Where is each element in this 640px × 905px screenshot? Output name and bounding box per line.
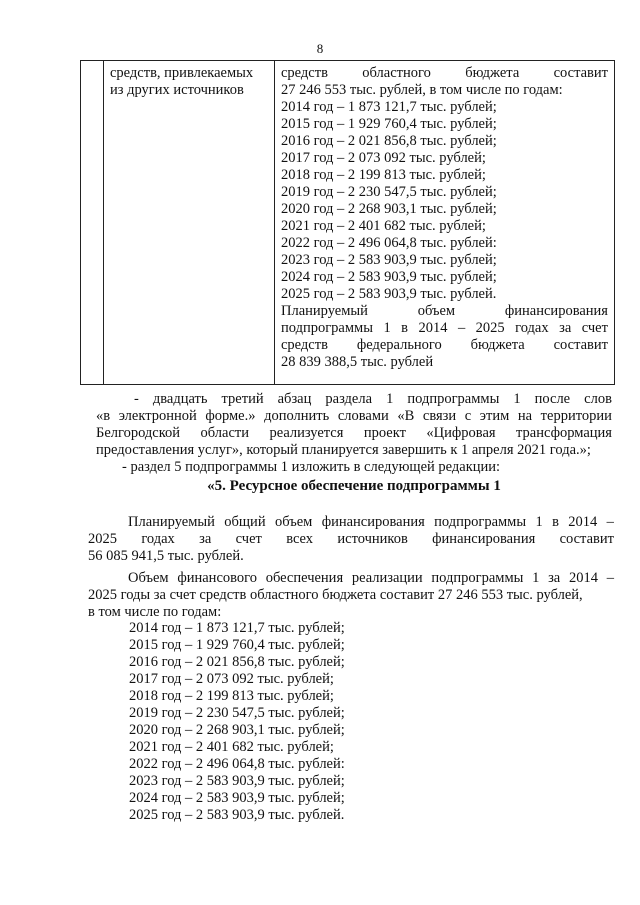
section-heading: «5. Ресурсное обеспечение подпрограммы 1 — [207, 478, 501, 494]
funding-table — [80, 60, 615, 385]
para-line: 2025 годы за счет средств областного бюджета составит 27 246 553 тыс. рублей, — [88, 587, 583, 603]
label-line: из других источников — [110, 82, 244, 98]
label-line: средств, привлекаемых — [110, 65, 254, 81]
year-item: 2015 год – 1 929 760,4 тыс. рублей; — [129, 637, 345, 653]
year-list — [281, 99, 608, 303]
year-list-body — [129, 620, 529, 824]
para-line: Белгородской области реализуется проект «Цифровая трансформация — [96, 425, 612, 441]
year-item: 2016 год – 2 021 856,8 тыс. рублей; — [281, 133, 497, 149]
year-item: 2022 год – 2 496 064,8 тыс. рублей: — [281, 235, 497, 251]
year-item: 2014 год – 1 873 121,7 тыс. рублей; — [129, 620, 345, 636]
funding-volume-paragraph — [88, 570, 614, 621]
table-cell-content — [275, 61, 615, 385]
para-line: - раздел 5 подпрограммы 1 изложить в следующей редакции: — [122, 459, 501, 475]
plan-line-total: 28 839 388,5 тыс. рублей — [281, 354, 434, 370]
year-item: 2024 год – 2 583 903,9 тыс. рублей; — [129, 790, 345, 806]
year-item: 2016 год – 2 021 856,8 тыс. рублей; — [129, 654, 345, 670]
year-item: 2015 год – 1 929 760,4 тыс. рублей; — [281, 116, 497, 132]
intro-line-2: 27 246 553 тыс. рублей, в том числе по годам: — [281, 82, 563, 98]
year-item: 2019 год – 2 230 547,5 тыс. рублей; — [281, 184, 497, 200]
year-item: 2017 год – 2 073 092 тыс. рублей; — [129, 671, 334, 687]
year-item: 2020 год – 2 268 903,1 тыс. рублей; — [129, 722, 345, 738]
year-item: 2025 год – 2 583 903,9 тыс. рублей. — [281, 286, 497, 302]
table-cell-blank — [81, 61, 104, 385]
year-item: 2023 год – 2 583 903,9 тыс. рублей; — [281, 252, 497, 268]
planned-volume-paragraph — [88, 514, 614, 565]
year-item: 2014 год – 1 873 121,7 тыс. рублей; — [281, 99, 497, 115]
plan-line: средств федерального бюджета составит — [281, 337, 608, 353]
para-line: Объем финансового обеспечения реализации подпрограммы 1 за 2014 – — [128, 570, 614, 586]
year-item: 2021 год – 2 401 682 тыс. рублей; — [281, 218, 486, 234]
para-line: «в электронной форме.» дополнить словами «В связи с этим на территории — [96, 408, 612, 424]
para-line: 2025 годах за счет всех источников финансирования составит — [88, 531, 614, 547]
year-item: 2023 год – 2 583 903,9 тыс. рублей; — [129, 773, 345, 789]
year-item: 2019 год – 2 230 547,5 тыс. рублей; — [129, 705, 345, 721]
para-line: предоставления услуг», который планируется завершить к 1 апреля 2021 года.»; — [96, 442, 591, 458]
para-line: - двадцать третий абзац раздела 1 подпрограммы 1 после слов — [134, 391, 612, 407]
plan-line: Планируемый объем финансирования — [281, 303, 608, 319]
year-item: 2018 год – 2 199 813 тыс. рублей; — [129, 688, 334, 704]
year-item: 2020 год – 2 268 903,1 тыс. рублей; — [281, 201, 497, 217]
year-item: 2024 год – 2 583 903,9 тыс. рублей; — [281, 269, 497, 285]
year-item: 2021 год – 2 401 682 тыс. рублей; — [129, 739, 334, 755]
amendment-paragraph — [96, 391, 612, 476]
para-line: 56 085 941,5 тыс. рублей. — [88, 548, 244, 564]
year-item: 2018 год – 2 199 813 тыс. рублей; — [281, 167, 486, 183]
plan-line: подпрограммы 1 в 2014 – 2025 годах за счет — [281, 320, 608, 336]
para-line: в том числе по годам: — [88, 604, 222, 620]
page-number: 8 — [316, 41, 324, 56]
year-item: 2025 год – 2 583 903,9 тыс. рублей. — [129, 807, 345, 823]
year-item: 2017 год – 2 073 092 тыс. рублей; — [281, 150, 486, 166]
table-cell-label — [104, 61, 275, 385]
para-line: Планируемый общий объем финансирования подпрограммы 1 в 2014 – — [128, 514, 614, 530]
intro-line: средств областного бюджета составит — [281, 65, 608, 81]
year-item: 2022 год – 2 496 064,8 тыс. рублей: — [129, 756, 345, 772]
